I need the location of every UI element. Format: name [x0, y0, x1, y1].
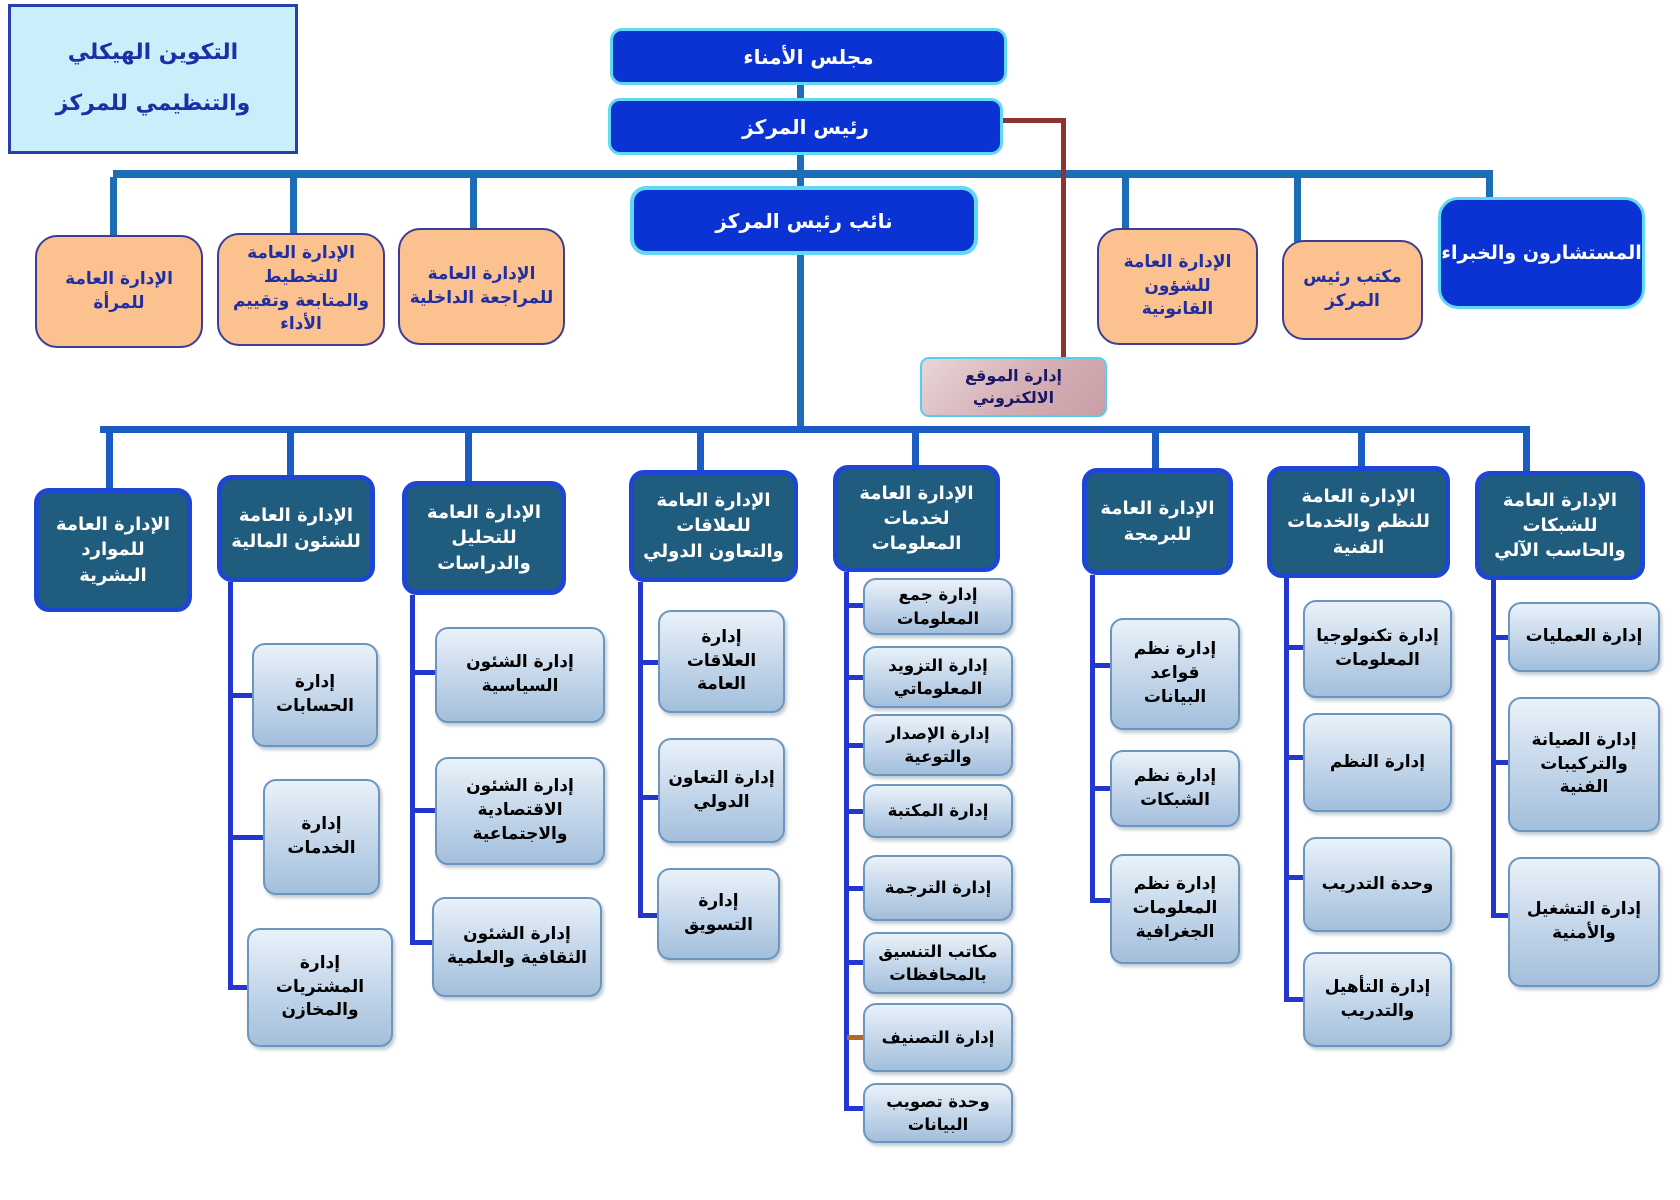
child-public-relations: إدارة العلاقات العامة	[658, 610, 785, 713]
stub-info-collection	[847, 603, 863, 608]
chart-title-line1: التكوين الهيكلي	[67, 39, 239, 65]
child-qualification-training: إدارة التأهيل والتدريب	[1303, 952, 1452, 1047]
stem-networks	[1491, 580, 1496, 918]
stub-coordination	[847, 960, 863, 965]
stub-operations	[1494, 635, 1508, 640]
connector-stub-audit	[470, 177, 477, 230]
stem-programming	[1090, 575, 1095, 903]
stub-systems-admin	[1287, 755, 1303, 760]
connector-stub-networks	[1523, 433, 1530, 473]
connector-board-president	[797, 85, 804, 99]
stub-economic	[413, 808, 435, 813]
connector-stub-finance	[287, 433, 294, 477]
connector-stub-programming	[1152, 433, 1159, 470]
dept-analysis-studies: الإدارة العامة للتحليل والدراسات	[402, 481, 566, 595]
node-planning-dept: الإدارة العامة للتخطيط والمتابعة وتقييم الأداء	[217, 233, 385, 346]
dept-programming: الإدارة العامة للبرمجة	[1082, 468, 1233, 575]
node-women-dept: الإدارة العامة للمرأة	[35, 235, 203, 348]
connector-stub-systems	[1358, 433, 1365, 468]
stem-systems	[1284, 578, 1289, 1002]
stub-public-relations	[641, 660, 658, 665]
stub-training-unit	[1287, 875, 1303, 880]
connector-stub-hr	[106, 433, 113, 490]
connector-stub-analysis	[465, 433, 472, 483]
child-political-affairs: إدارة الشئون السياسية	[435, 627, 605, 723]
connector-tier1-horizontal	[113, 170, 1493, 178]
connector-vice-tier2	[797, 255, 804, 428]
stub-network-systems	[1093, 786, 1110, 791]
child-cultural-scientific-affairs: إدارة الشئون الثقافية والعلمية	[432, 897, 602, 997]
stub-services	[231, 835, 263, 840]
child-accounts: إدارة الحسابات	[252, 643, 378, 747]
node-vice-president: نائب رئيس المركز	[630, 186, 978, 255]
child-gis-systems: إدارة نظم المعلومات الجغرافية	[1110, 854, 1240, 964]
child-publishing-awareness: إدارة الإصدار والتوعية	[863, 714, 1013, 776]
child-governorate-coordination-offices: مكاتب التنسيق بالمحافظات	[863, 932, 1013, 994]
stub-classification	[847, 1035, 863, 1040]
child-maintenance-installations: إدارة الصيانة والتركيبات الفنية	[1508, 697, 1660, 832]
connector-consultants-drop	[1486, 170, 1493, 200]
stub-political	[413, 670, 435, 675]
connector-stub-women	[110, 177, 117, 237]
child-data-correction-unit: وحدة تصويب البيانات	[863, 1083, 1013, 1143]
child-procurement-warehouses: إدارة المشتريات والمخازن	[247, 928, 393, 1047]
dept-systems-technical-services: الإدارة العامة للنظم والخدمات الفنية	[1267, 466, 1450, 578]
child-database-systems: إدارة نظم قواعد البيانات	[1110, 618, 1240, 730]
stem-infoservices	[844, 572, 849, 1111]
child-classification: إدارة التصنيف	[863, 1003, 1013, 1072]
node-president-office: مكتب رئيس المركز	[1282, 240, 1423, 340]
stub-publishing	[847, 743, 863, 748]
child-services: إدارة الخدمات	[263, 779, 380, 895]
child-network-systems: إدارة نظم الشبكات	[1110, 750, 1240, 827]
node-consultants-experts: المستشارون والخبراء	[1438, 197, 1645, 309]
child-systems: إدارة النظم	[1303, 713, 1452, 812]
stem-relations	[638, 582, 643, 918]
connector-stub-office	[1294, 177, 1301, 242]
dept-information-services: الإدارة العامة لخدمات المعلومات	[833, 465, 1000, 572]
connector-stub-legal	[1122, 177, 1129, 230]
child-library: إدارة المكتبة	[863, 784, 1013, 838]
stub-maintenance	[1494, 760, 1508, 765]
dept-human-resources: الإدارة العامة للموارد البشرية	[34, 488, 192, 612]
stub-marketing	[638, 913, 657, 918]
stub-translation	[847, 886, 863, 891]
child-training-unit: وحدة التدريب	[1303, 837, 1452, 932]
child-info-collection: إدارة جمع المعلومات	[863, 578, 1013, 635]
connector-maroon-vertical	[1061, 118, 1066, 359]
dept-international-relations: الإدارة العامة للعلاقات والتعاون الدولي	[629, 470, 798, 582]
connector-stub-planning	[290, 177, 297, 235]
chart-title-box	[8, 4, 298, 154]
node-board-of-trustees: مجلس الأمناء	[610, 28, 1007, 85]
stub-qualification	[1284, 997, 1303, 1002]
dept-financial-affairs: الإدارة العامة للشئون المالية	[217, 475, 375, 582]
connector-stub-infoservices	[912, 433, 919, 467]
child-operation-security: إدارة التشغيل والأمنية	[1508, 857, 1660, 987]
child-translation: إدارة الترجمة	[863, 855, 1013, 921]
node-legal-affairs-dept: الإدارة العامة للشؤون القانونية	[1097, 228, 1258, 345]
child-marketing: إدارة التسويق	[657, 868, 780, 960]
stub-library	[847, 809, 863, 814]
stem-analysis	[410, 595, 415, 945]
connector-tier2-horizontal	[100, 426, 1530, 433]
stub-intl-cooperation	[641, 795, 658, 800]
stub-database-systems	[1093, 663, 1110, 668]
dept-networks-computing: الإدارة العامة للشبكات والحاسب الآلي	[1475, 471, 1645, 580]
stub-cultural	[410, 940, 432, 945]
stub-accounts	[231, 693, 252, 698]
node-center-president: رئيس المركز	[608, 98, 1003, 155]
stem-finance	[228, 582, 233, 990]
connector-stub-relations	[697, 433, 704, 472]
node-internal-audit-dept: الإدارة العامة للمراجعة الداخلية	[398, 228, 565, 345]
stub-gis-systems	[1090, 898, 1110, 903]
child-information-technology: إدارة تكنولوجيا المعلومات	[1303, 600, 1452, 698]
child-economic-social-affairs: إدارة الشئون الاقتصادية والاجتماعية	[435, 757, 605, 865]
child-international-cooperation: إدارة التعاون الدولي	[658, 738, 785, 843]
node-website-admin: إدارة الموقع الالكتروني	[920, 357, 1107, 417]
connector-maroon-horizontal	[1003, 118, 1066, 123]
stub-info-supply	[847, 675, 863, 680]
stub-operation-security	[1491, 913, 1508, 918]
chart-title-line2: والتنظيمي للمركز	[55, 91, 251, 117]
child-operations: إدارة العمليات	[1508, 602, 1660, 672]
child-info-supply: إدارة التزويد المعلوماتي	[863, 646, 1013, 708]
stub-it	[1287, 645, 1303, 650]
stub-data-correction	[844, 1106, 863, 1111]
